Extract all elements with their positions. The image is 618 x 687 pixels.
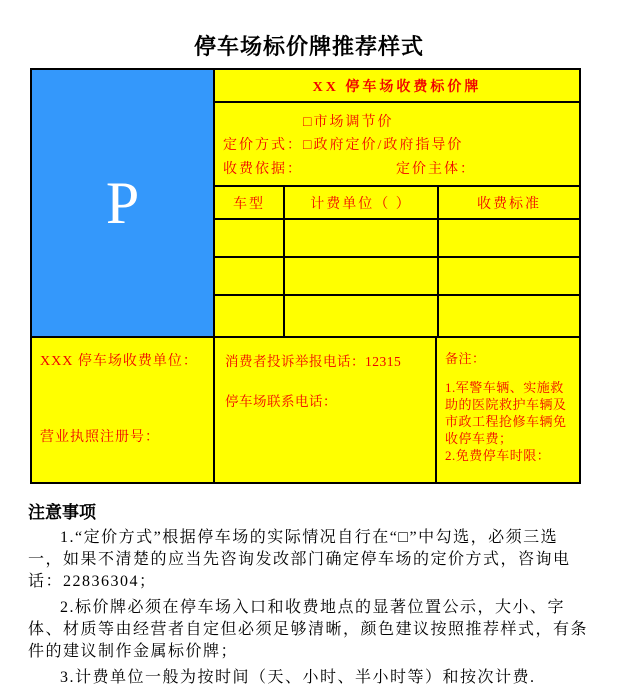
empty-cell — [439, 258, 579, 294]
note-item-1: 1.“定价方式”根据停车场的实际情况自行在“□”中勾选，必须三选一，如果不清楚的应当先咨询发改部门确定停车场的定价方式，咨询电话：22836304； — [28, 529, 571, 590]
empty-cell — [285, 258, 439, 294]
empty-cell — [215, 296, 285, 336]
remark-item-1: 1.军警车辆、实施救助的医院救护车辆及市政工程抢修车辆免收停车费； — [445, 380, 567, 446]
page-title: 停车场标价牌推荐样式 — [193, 34, 424, 59]
charging-unit-label: XXX 停车场收费单位： — [40, 354, 198, 369]
parking-p-icon: P — [105, 170, 140, 236]
pricing-basis-line — [215, 158, 579, 178]
sign-title-text: XX 停车场收费标价牌 — [312, 79, 482, 95]
pricing-option2-line — [215, 134, 579, 154]
fee-table-empty-row — [215, 258, 579, 296]
pricing-method-row — [215, 103, 579, 187]
empty-cell — [285, 220, 439, 256]
notes-section — [28, 498, 590, 687]
empty-cell — [285, 296, 439, 336]
sign-top-section — [32, 70, 579, 336]
fee-table-body — [215, 220, 579, 336]
pricing-label-spacer — [215, 111, 303, 131]
remark-item-2: 2.免费停车时限： — [445, 448, 551, 463]
fee-table-header-row — [215, 187, 579, 220]
sign-title-row — [215, 70, 579, 103]
column-header-fee-standard: 收费标准 — [477, 196, 541, 212]
note-item-3: 3.计费单位一般为按时间（天、小时、半小时等）和按次计费. — [60, 669, 536, 686]
remarks-body — [445, 379, 573, 464]
empty-cell — [439, 296, 579, 336]
empty-cell — [215, 220, 285, 256]
parking-sign-table — [30, 68, 581, 484]
market-price-checkbox: □市场调节价 — [303, 114, 394, 130]
fee-table-empty-row — [215, 296, 579, 336]
column-header-billing-unit: 计费单位（ ） — [285, 187, 439, 218]
government-price-checkbox: □政府定价/政府指导价 — [303, 138, 464, 153]
empty-cell — [215, 258, 285, 294]
sign-top-right — [215, 70, 579, 336]
column-header-vehicle-type: 车型 — [215, 187, 285, 218]
complaint-hotline-line: 消费者投诉举报电话：12315 — [225, 354, 402, 369]
pricing-method-label: 定价方式： — [223, 138, 303, 153]
sign-bottom-section — [32, 336, 579, 482]
charging-unit-cell — [32, 338, 215, 482]
pricing-option1-line — [215, 111, 579, 131]
contact-phone-line: 停车场联系电话： — [225, 394, 337, 409]
business-license-label: 营业执照注册号： — [40, 430, 160, 445]
remarks-cell — [437, 338, 579, 482]
phone-numbers-cell — [215, 338, 437, 482]
empty-cell — [439, 220, 579, 256]
notes-heading: 注意事项 — [28, 503, 96, 522]
fee-basis-label: 收费依据： — [223, 161, 303, 177]
pricing-subject-label: 定价主体： — [396, 161, 476, 177]
fee-table-empty-row — [215, 220, 579, 258]
parking-symbol-cell — [32, 70, 215, 336]
note-item-2: 2.标价牌必须在停车场入口和收费地点的显著位置公示，大小、字体、材质等由经营者自定但必须足够清晰，颜色建议按照推荐样式，有条件的建议制作金属标价牌； — [28, 599, 589, 660]
remarks-title: 备注： — [445, 351, 486, 366]
